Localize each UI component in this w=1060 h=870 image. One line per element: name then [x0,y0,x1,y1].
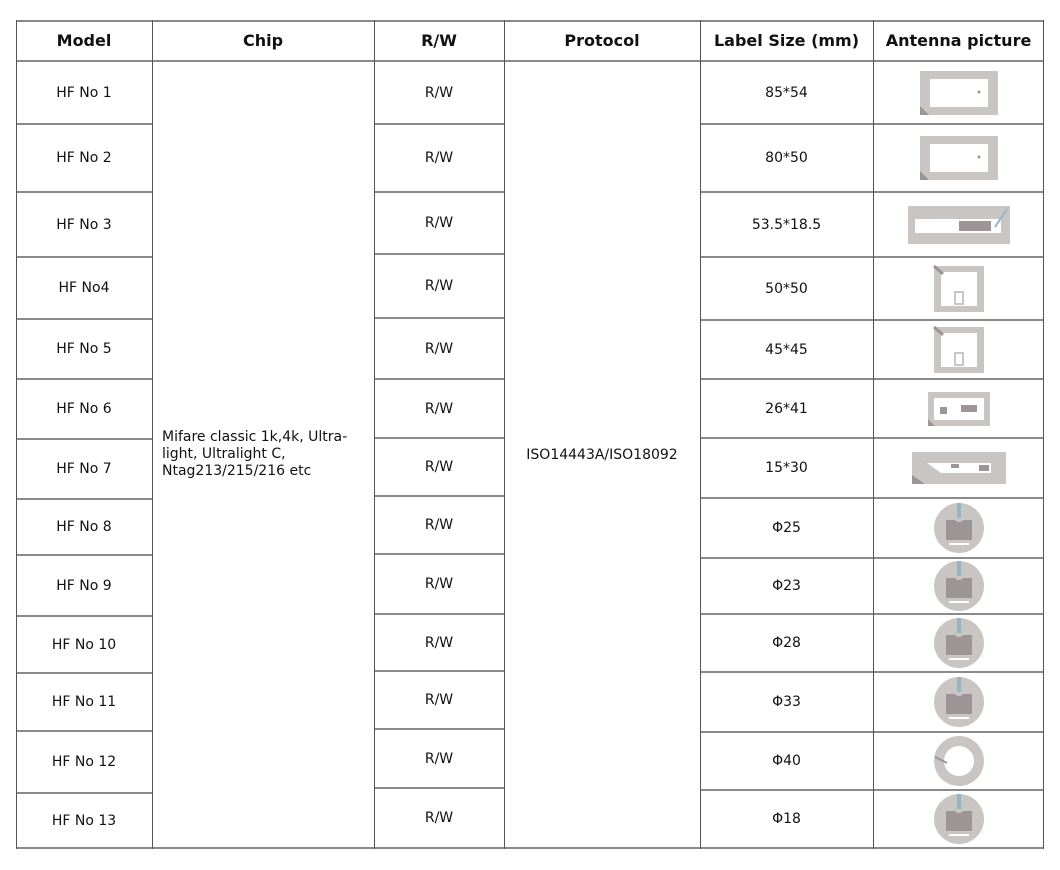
model-cell: HF No 1 [56,84,112,101]
row-divider [16,438,152,440]
row-divider [374,317,504,319]
header-rw: R/W [421,31,457,50]
protocol-cell: ISO14443A/ISO18092 [526,446,678,463]
rw-cell: R/W [424,150,454,166]
column-divider [1043,20,1044,849]
label-size-cell: Φ33 [772,694,801,710]
column-divider [152,20,153,849]
small-rect-antenna-icon [927,391,991,427]
row-divider [700,497,1044,499]
round-antenna-icon [933,560,985,612]
row-divider [16,554,152,556]
model-cell: HF No 8 [56,519,112,535]
row-divider [700,319,1044,321]
model-cell: HF No 5 [56,341,112,357]
row-divider [374,787,504,789]
column-divider [16,20,17,849]
model-cell: HF No 12 [51,754,117,770]
column-divider [700,20,701,849]
product-spec-table [16,20,1044,849]
header-chip: Chip [242,31,284,50]
rect-card-antenna-icon [919,135,999,181]
label-size-cell: Φ18 [772,811,801,827]
row-divider [16,256,152,258]
row-divider [374,670,504,672]
row-divider [16,847,1044,849]
model-cell: HF No 6 [56,401,112,417]
rw-cell: R/W [424,340,454,357]
antenna-picture-cell [873,320,1044,379]
row-divider [16,672,152,674]
label-size-cell: 45*45 [765,341,808,358]
ring-antenna-icon [933,735,985,787]
row-divider [700,789,1044,791]
column-divider [873,20,874,849]
row-divider [374,191,504,193]
antenna-picture-cell [873,558,1044,614]
column-divider [374,20,375,849]
row-divider [700,378,1044,380]
model-cell: HF No 9 [56,577,112,594]
antenna-picture-cell [873,192,1044,257]
row-divider [700,123,1044,125]
label-size-cell: Φ40 [772,753,801,769]
column-divider [504,20,505,849]
row-divider [16,20,1044,22]
antenna-picture-cell [873,257,1044,320]
model-cell: HF No 10 [51,636,117,653]
row-divider [700,671,1044,673]
header-model: Model [56,31,112,50]
row-divider [374,378,504,380]
row-divider [700,256,1044,258]
label-size-cell: Φ25 [772,520,801,536]
row-divider [16,60,1044,62]
label-size-cell: 50*50 [765,280,808,297]
row-divider [374,728,504,730]
round-antenna-icon [933,793,985,845]
antenna-picture-cell [873,672,1044,732]
row-divider [374,495,504,497]
model-cell: HF No 2 [56,150,112,166]
row-divider [700,191,1044,193]
row-divider [16,378,152,380]
rect-card-antenna-icon [919,70,999,116]
header-antenna-picture: Antenna picture [885,31,1032,50]
model-cell: HF No 3 [56,216,112,233]
label-size-cell: Φ28 [772,635,801,651]
model-cell: HF No 13 [51,812,117,829]
row-divider [16,191,152,193]
rw-cell: R/W [424,84,454,101]
row-divider [700,731,1044,733]
label-size-cell: Φ23 [772,578,801,594]
slim-rect-antenna-icon [911,451,1007,485]
antenna-picture-cell [873,124,1044,192]
label-size-cell: 26*41 [765,400,808,417]
row-divider [700,613,1044,615]
chip-cell: Mifare classic 1k,4k, Ultra-light, Ultralight C, Ntag213/215/216 etc [162,429,348,479]
row-divider [374,437,504,439]
rw-cell: R/W [424,215,454,231]
square-antenna-icon [933,265,985,313]
row-divider [374,553,504,555]
square-antenna-icon [933,326,985,374]
antenna-picture-cell [873,614,1044,672]
round-antenna-icon [933,676,985,728]
rw-cell: R/W [424,692,454,708]
model-cell: HF No4 [58,280,110,296]
row-divider [374,613,504,615]
label-size-cell: 80*50 [765,150,808,166]
rw-cell: R/W [424,750,454,767]
header-label-size: Label Size (mm) [713,31,860,50]
row-divider [16,123,152,125]
row-divider [16,730,152,732]
row-divider [16,498,152,500]
row-divider [374,253,504,255]
rw-cell: R/W [424,517,454,533]
label-size-cell: 53.5*18.5 [751,216,822,233]
antenna-picture-cell [873,498,1044,558]
rw-cell: R/W [424,278,454,294]
antenna-picture-cell [873,790,1044,848]
header-protocol: Protocol [564,31,640,50]
antenna-picture-cell [873,61,1044,124]
antenna-picture-cell [873,438,1044,498]
rw-cell: R/W [424,400,454,417]
long-rect-antenna-icon [907,205,1011,245]
row-divider [16,792,152,794]
round-antenna-icon [933,502,985,554]
model-cell: HF No 11 [51,694,117,710]
row-divider [700,557,1044,559]
row-divider [16,318,152,320]
row-divider [374,123,504,125]
rw-cell: R/W [424,459,454,475]
row-divider [16,615,152,617]
model-cell: HF No 7 [56,461,112,477]
rw-cell: R/W [424,576,454,592]
label-size-cell: 85*54 [765,84,808,101]
round-antenna-icon [933,617,985,669]
rw-cell: R/W [424,810,454,826]
antenna-picture-cell [873,732,1044,790]
antenna-picture-cell [873,379,1044,438]
rw-cell: R/W [424,634,454,651]
label-size-cell: 15*30 [765,460,808,476]
row-divider [700,437,1044,439]
